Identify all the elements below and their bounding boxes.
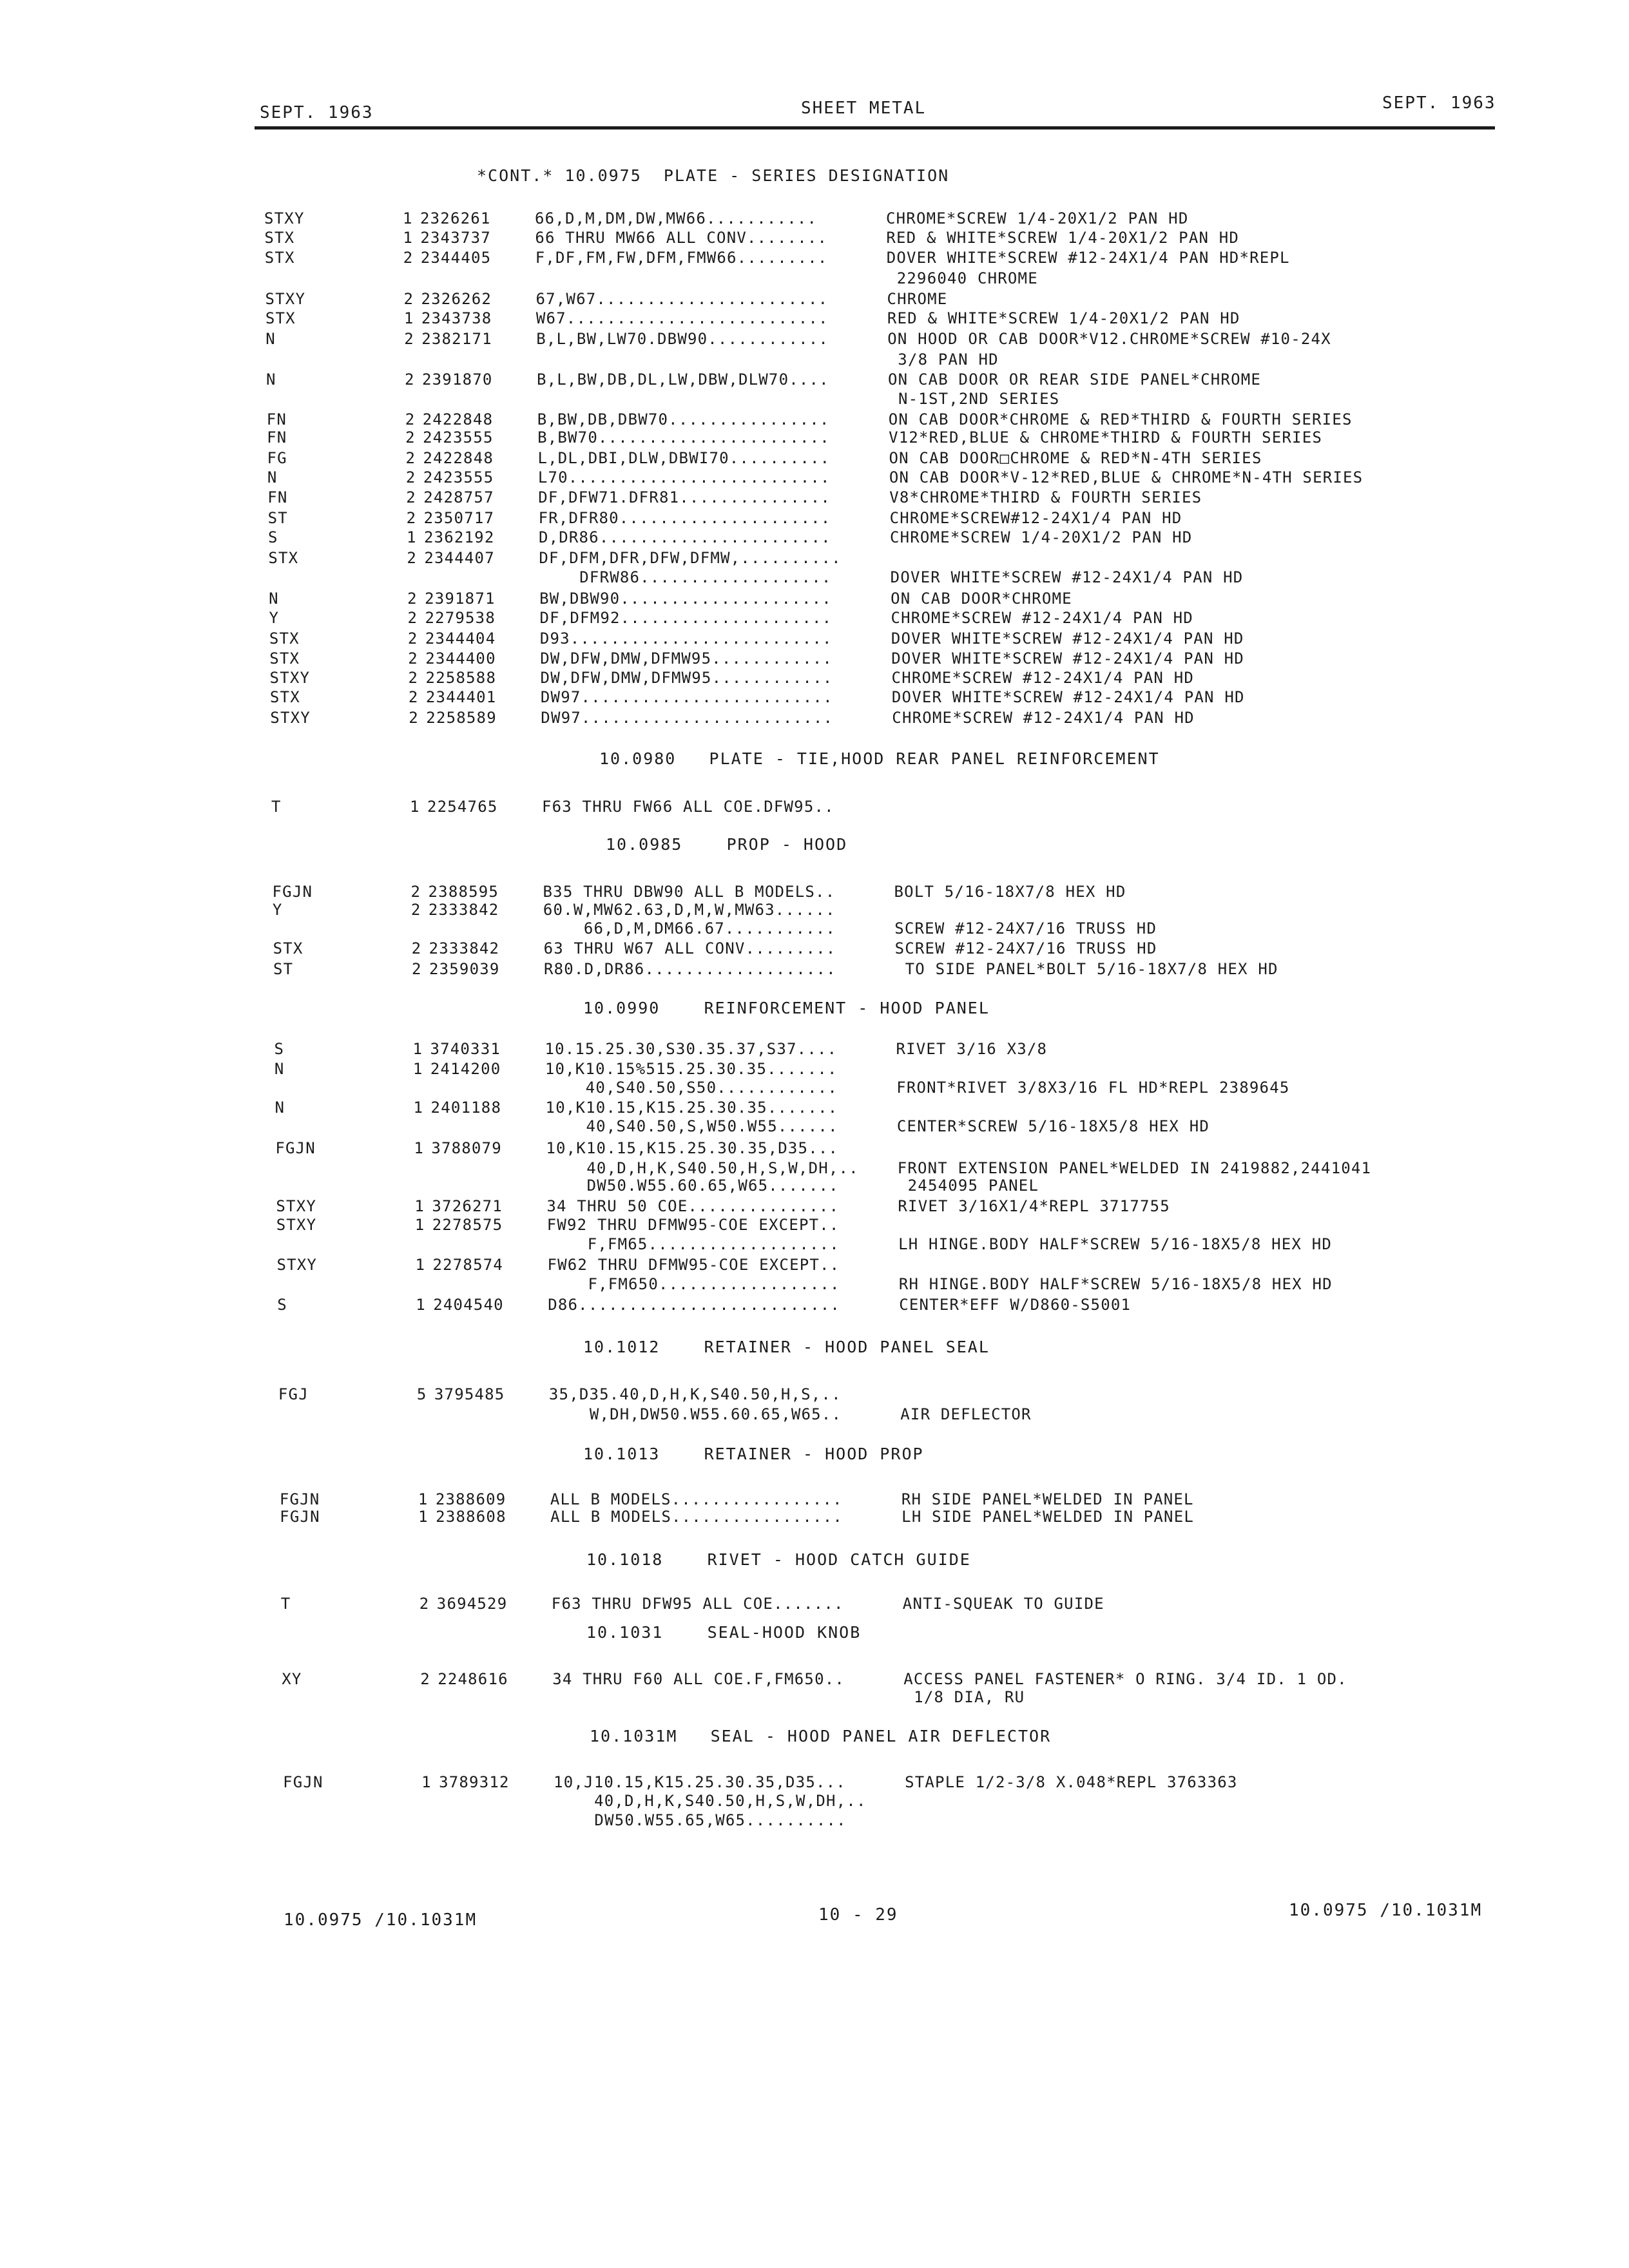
part-row xyxy=(267,428,1504,448)
part-quantity: 2 xyxy=(410,901,421,919)
part-description: RIVET 3/16 X3/8 xyxy=(896,1040,1048,1058)
part-description: LH HINGE.BODY HALF*SCREW 5/16-18X5/8 HEX HD xyxy=(898,1235,1333,1253)
part-code: N xyxy=(266,370,276,389)
part-application: DW50.W55.65,W65.......... xyxy=(554,1811,847,1829)
part-application: 66 THRU MW66 ALL CONV........ xyxy=(535,229,828,247)
part-application: 10,K10.15%515.25.30.35....... xyxy=(545,1060,838,1078)
part-application: FW62 THRU DFMW95-COE EXCEPT.. xyxy=(547,1256,840,1274)
part-description: CHROME*SCREW#12-24X1/4 PAN HD xyxy=(889,509,1182,527)
part-application: ALL B MODELS................. xyxy=(550,1490,843,1508)
part-row xyxy=(277,1296,1514,1315)
part-code: STXY xyxy=(264,209,305,227)
part-number: 2422848 xyxy=(422,410,494,428)
part-number: 3740331 xyxy=(430,1040,501,1058)
section-title: 10.0980 PLATE - TIE,HOOD REAR PANEL REINFORCEMENT xyxy=(599,749,1160,768)
part-description: RH SIDE PANEL*WELDED IN PANEL xyxy=(901,1490,1194,1508)
part-application: D86.......................... xyxy=(548,1296,841,1314)
part-row xyxy=(282,1688,1519,1707)
part-description: ON CAB DOOR OR REAR SIDE PANEL*CHROME xyxy=(888,370,1262,389)
part-number: 2359039 xyxy=(429,960,500,978)
part-application: DF,DFW71.DFR81............... xyxy=(538,488,831,506)
part-description: AIR DEFLECTOR xyxy=(900,1405,1032,1423)
part-description: SCREW #12-24X7/16 TRUSS HD xyxy=(894,919,1157,937)
part-row xyxy=(280,1508,1517,1527)
part-quantity: 2 xyxy=(406,488,416,506)
part-row xyxy=(267,468,1505,488)
part-description: ANTI-SQUEAK TO GUIDE xyxy=(902,1595,1104,1613)
part-row xyxy=(280,1490,1517,1510)
part-application: DW,DFW,DMW,DFMW95............ xyxy=(540,649,833,668)
part-application: DF,DFM,DFR,DFW,DFMW,.......... xyxy=(539,549,842,567)
part-quantity: 2 xyxy=(408,669,419,687)
part-description: CHROME*SCREW 1/4-20X1/2 PAN HD xyxy=(886,209,1189,227)
part-code: S xyxy=(277,1296,287,1314)
part-code: STX xyxy=(273,939,304,957)
part-code: STX xyxy=(264,249,295,267)
header-title: SHEET METAL xyxy=(801,99,927,118)
part-code: STX xyxy=(269,688,300,706)
part-quantity: 2 xyxy=(407,629,418,648)
part-code: S xyxy=(274,1040,285,1058)
part-number: 2388595 xyxy=(428,883,499,901)
part-row xyxy=(278,1385,1516,1405)
part-number: 2344405 xyxy=(420,249,492,267)
part-application: R80.D,DR86................... xyxy=(543,960,836,978)
part-row xyxy=(276,1256,1514,1275)
part-description: SCREW #12-24X7/16 TRUSS HD xyxy=(894,939,1157,957)
part-code: N xyxy=(267,468,278,486)
part-application: 34 THRU F60 ALL COE.F,FM650.. xyxy=(552,1670,845,1688)
part-application: 10,K10.15,K15.25.30.35,D35... xyxy=(546,1139,839,1157)
part-code: Y xyxy=(272,901,283,919)
part-code: N xyxy=(269,590,279,608)
part-quantity: 2 xyxy=(405,410,416,428)
part-code: STX xyxy=(268,549,299,567)
part-description: CHROME*SCREW 1/4-20X1/2 PAN HD xyxy=(889,528,1193,546)
part-number: 2388609 xyxy=(435,1490,506,1508)
part-code: FN xyxy=(267,428,287,447)
part-application: D93.......................... xyxy=(539,629,833,648)
part-quantity: 2 xyxy=(407,609,418,627)
part-row xyxy=(267,488,1505,508)
part-description: DOVER WHITE*SCREW #12-24X1/4 PAN HD xyxy=(891,688,1245,706)
part-row xyxy=(268,509,1505,528)
part-quantity: 2 xyxy=(411,960,422,978)
part-row xyxy=(264,209,1501,229)
part-code: STXY xyxy=(270,709,311,727)
section-title: 10.1031M SEAL - HOOD PANEL AIR DEFLECTOR xyxy=(590,1727,1052,1745)
part-application: DFRW86................... xyxy=(539,568,832,586)
part-number: 2391870 xyxy=(422,370,493,389)
part-quantity: 1 xyxy=(414,1139,424,1157)
part-quantity: 1 xyxy=(421,1773,432,1791)
part-number: 2423555 xyxy=(423,428,494,447)
part-number: 2404540 xyxy=(433,1296,504,1314)
part-application: D,DR86....................... xyxy=(538,528,831,546)
part-quantity: 1 xyxy=(414,1197,425,1215)
part-application: BW,DBW90..................... xyxy=(539,590,832,608)
part-code: STXY xyxy=(276,1216,317,1234)
part-number: 2391871 xyxy=(425,590,496,608)
part-description: 3/8 PAN HD xyxy=(887,351,999,369)
part-application: DW97......................... xyxy=(540,688,833,706)
part-code: FGJN xyxy=(272,883,313,901)
part-application: 66,D,M,DM,DW,MW66........... xyxy=(535,209,818,227)
part-quantity: 1 xyxy=(413,1099,424,1117)
part-code: Y xyxy=(269,609,280,627)
part-application: 40,S40.50,S50............ xyxy=(545,1079,838,1097)
part-description: CENTER*SCREW 5/16-18X5/8 HEX HD xyxy=(896,1117,1210,1135)
part-row xyxy=(264,229,1501,248)
part-application: L,DL,DBI,DLW,DBWI70.......... xyxy=(537,449,831,467)
part-application: B,BW,DB,DBW70................ xyxy=(537,410,830,428)
part-description: CENTER*EFF W/D860-S5001 xyxy=(899,1296,1132,1314)
part-application: 40,S40.50,S,W50.W55...... xyxy=(545,1117,838,1135)
part-code: STX xyxy=(269,629,300,648)
part-description: BOLT 5/16-18X7/8 HEX HD xyxy=(894,883,1126,901)
part-number: 2258588 xyxy=(425,669,497,687)
part-quantity: 2 xyxy=(406,509,417,527)
part-row xyxy=(265,290,1503,309)
part-row xyxy=(275,1117,1512,1137)
part-application: FW92 THRU DFMW95-COE EXCEPT.. xyxy=(546,1216,840,1234)
part-number: 2254765 xyxy=(427,798,498,816)
part-row xyxy=(276,1197,1513,1216)
part-description: V12*RED,BLUE & CHROME*THIRD & FOURTH SERIES xyxy=(889,428,1322,447)
part-application: 40,D,H,K,S40.50,H,S,W,DH,.. xyxy=(546,1159,859,1177)
part-quantity: 1 xyxy=(415,1256,426,1274)
part-number: 3788079 xyxy=(431,1139,502,1157)
part-description: DOVER WHITE*SCREW #12-24X1/4 PAN HD xyxy=(891,649,1244,668)
part-row xyxy=(265,309,1503,329)
part-row xyxy=(282,1670,1519,1689)
part-application: DF,DFM92..................... xyxy=(539,609,833,627)
part-quantity: 2 xyxy=(407,549,417,567)
part-code: STX xyxy=(265,309,296,327)
part-row xyxy=(265,249,1502,268)
part-application: DW,DFW,DMW,DFMW95............ xyxy=(540,669,833,687)
part-code: XY xyxy=(282,1670,302,1688)
part-description: V8*CHROME*THIRD & FOURTH SERIES xyxy=(889,488,1202,506)
part-number: 2326261 xyxy=(420,209,491,227)
part-quantity: 1 xyxy=(406,528,417,546)
part-row xyxy=(270,669,1507,688)
part-code: S xyxy=(267,528,278,546)
part-code: FGJN xyxy=(275,1139,316,1157)
part-row xyxy=(274,1040,1511,1059)
part-application: F63 THRU FW66 ALL COE.DFW95.. xyxy=(541,798,834,816)
part-number: 3795485 xyxy=(434,1385,505,1403)
part-description: LH SIDE PANEL*WELDED IN PANEL xyxy=(901,1508,1194,1526)
part-row xyxy=(275,1060,1512,1079)
part-code: N xyxy=(275,1099,285,1117)
part-application: B,BW70....................... xyxy=(537,428,830,447)
part-number: 2333842 xyxy=(428,901,499,919)
part-row xyxy=(277,1275,1514,1294)
part-row xyxy=(275,1139,1512,1158)
part-application: W,DH,DW50.W55.60.65,W65.. xyxy=(549,1405,842,1423)
part-quantity: 1 xyxy=(403,309,414,327)
part-description: N-1ST,2ND SERIES xyxy=(888,390,1060,408)
part-code: ST xyxy=(267,509,288,527)
part-quantity: 2 xyxy=(411,939,422,957)
part-description: DOVER WHITE*SCREW #12-24X1/4 PAN HD xyxy=(890,568,1244,586)
part-description: DOVER WHITE*SCREW #12-24X1/4 PAN HD*REPL xyxy=(886,249,1290,267)
part-number: 2248616 xyxy=(438,1670,508,1688)
part-number: 3694529 xyxy=(436,1595,508,1613)
part-number: 3726271 xyxy=(432,1197,503,1215)
part-quantity: 2 xyxy=(407,590,418,608)
part-number: 2414200 xyxy=(430,1060,501,1078)
part-code: STXY xyxy=(276,1197,316,1215)
part-quantity: 2 xyxy=(405,370,415,389)
part-application: W67.......................... xyxy=(535,309,829,327)
part-description: ON CAB DOOR*V-12*RED,BLUE & CHROME*N-4TH SERIES xyxy=(889,468,1364,486)
part-description: FRONT EXTENSION PANEL*WELDED IN 2419882,2441041 xyxy=(897,1159,1372,1177)
part-description: RED & WHITE*SCREW 1/4-20X1/2 PAN HD xyxy=(887,309,1240,327)
part-application: FR,DFR80..................... xyxy=(538,509,831,527)
part-row xyxy=(269,629,1507,649)
part-number: 2279538 xyxy=(425,609,496,627)
part-row xyxy=(268,549,1505,568)
part-row xyxy=(283,1773,1520,1792)
part-application: 34 THRU 50 COE............... xyxy=(546,1197,840,1215)
part-description: FRONT*RIVET 3/8X3/16 FL HD*REPL 2389645 xyxy=(896,1079,1290,1097)
part-quantity: 2 xyxy=(408,649,418,668)
part-description: CHROME*SCREW #12-24X1/4 PAN HD xyxy=(891,669,1195,687)
part-quantity: 5 xyxy=(416,1385,427,1403)
part-code: N xyxy=(274,1060,285,1078)
part-row xyxy=(276,1216,1514,1235)
part-application: B35 THRU DBW90 ALL B MODELS.. xyxy=(543,883,836,901)
part-description: RH HINGE.BODY HALF*SCREW 5/16-18X5/8 HEX HD xyxy=(898,1275,1333,1293)
part-number: 2333842 xyxy=(429,939,500,957)
part-quantity: 1 xyxy=(418,1490,429,1508)
part-application: ALL B MODELS................. xyxy=(550,1508,843,1526)
part-description: CHROME*SCREW #12-24X1/4 PAN HD xyxy=(892,709,1195,727)
part-row xyxy=(269,568,1506,588)
part-row xyxy=(276,1177,1513,1196)
part-application: 10,K10.15,K15.25.30.35....... xyxy=(545,1099,838,1117)
part-row xyxy=(269,609,1506,628)
section-title: 10.0990 REINFORCEMENT - HOOD PANEL xyxy=(583,999,990,1017)
part-row xyxy=(284,1811,1521,1831)
part-row xyxy=(265,269,1502,289)
part-row xyxy=(281,1595,1518,1614)
part-code: STXY xyxy=(276,1256,318,1274)
part-row xyxy=(275,1079,1512,1098)
part-quantity: 2 xyxy=(420,1670,430,1688)
part-application: 60.W,MW62.63,D,M,W,MW63...... xyxy=(543,901,836,919)
part-number: 2278574 xyxy=(432,1256,504,1274)
part-number: 2343738 xyxy=(421,309,492,327)
part-row xyxy=(271,798,1509,817)
part-description: RIVET 3/16X1/4*REPL 3717755 xyxy=(898,1197,1170,1215)
part-number: 2362192 xyxy=(423,528,495,546)
part-application: 10,J10.15,K15.25.30.35,D35... xyxy=(554,1773,846,1791)
part-quantity: 2 xyxy=(403,290,414,308)
part-description: 2296040 CHROME xyxy=(887,269,1038,287)
part-code: FGJ xyxy=(278,1385,309,1403)
part-code: ST xyxy=(273,960,294,978)
part-row xyxy=(278,1405,1516,1425)
part-number: 2344400 xyxy=(425,649,496,668)
part-number: 2382171 xyxy=(421,330,492,348)
part-number: 2350717 xyxy=(423,509,495,527)
part-number: 2423555 xyxy=(423,468,494,486)
part-quantity: 2 xyxy=(410,883,421,901)
part-row xyxy=(269,649,1507,669)
section-title: 10.1031 SEAL-HOOD KNOB xyxy=(586,1623,862,1642)
part-application: F63 THRU DFW95 ALL COE....... xyxy=(551,1595,844,1613)
part-application: 40,D,H,K,S40.50,H,S,W,DH,.. xyxy=(554,1792,867,1810)
part-description: CHROME*SCREW #12-24X1/4 PAN HD xyxy=(891,609,1193,627)
part-application: L70.......................... xyxy=(537,468,831,486)
footer-page-number: 10 - 29 xyxy=(818,1905,898,1925)
part-number: 2343737 xyxy=(420,229,491,247)
section-title: 10.1018 RIVET - HOOD CATCH GUIDE xyxy=(586,1550,971,1569)
part-row xyxy=(273,901,1510,920)
section-title: *CONT.* 10.0975 PLATE - SERIES DESIGNATION xyxy=(477,166,950,185)
part-row xyxy=(273,883,1510,902)
part-application: 10.15.25.30,S30.35.37,S37.... xyxy=(545,1040,838,1058)
part-code: STXY xyxy=(269,669,311,687)
part-row xyxy=(276,1159,1513,1178)
part-number: 2258589 xyxy=(426,709,497,727)
footer-range-left: 10.0975 /10.1031M xyxy=(284,1910,477,1930)
part-application: F,DF,FM,FW,DFM,FMW66......... xyxy=(535,249,828,267)
part-quantity: 1 xyxy=(403,209,413,227)
part-description: ON CAB DOOR□CHROME & RED*N-4TH SERIES xyxy=(889,449,1262,467)
part-application: F,FM65................... xyxy=(547,1235,840,1253)
part-quantity: 2 xyxy=(404,330,414,348)
part-code: STX xyxy=(269,649,300,668)
part-quantity: 1 xyxy=(414,1216,425,1234)
part-row xyxy=(267,449,1504,468)
header-date-left: SEPT. 1963 xyxy=(260,103,374,122)
part-code: FGJN xyxy=(279,1490,320,1508)
part-code: FGJN xyxy=(280,1508,320,1526)
part-application: 63 THRU W67 ALL CONV......... xyxy=(543,939,836,957)
part-row xyxy=(273,960,1510,979)
part-quantity: 2 xyxy=(419,1595,430,1613)
part-row xyxy=(269,590,1506,609)
part-quantity: 2 xyxy=(408,688,419,706)
part-quantity: 1 xyxy=(412,1040,423,1058)
part-code: STX xyxy=(264,229,295,247)
part-row xyxy=(265,330,1503,349)
part-quantity: 2 xyxy=(409,709,419,727)
part-row xyxy=(273,919,1510,939)
part-quantity: 2 xyxy=(405,468,416,486)
part-quantity: 1 xyxy=(403,229,414,247)
part-code: FG xyxy=(267,449,287,467)
part-number: 2344401 xyxy=(425,688,497,706)
part-number: 2428757 xyxy=(423,488,494,506)
part-row xyxy=(266,390,1503,409)
part-application: F,FM650.................. xyxy=(547,1275,840,1293)
part-number: 2401188 xyxy=(430,1099,502,1117)
part-code: T xyxy=(271,798,282,816)
part-description: 2454095 PANEL xyxy=(898,1177,1039,1195)
header-date-right: SEPT. 1963 xyxy=(1382,93,1496,113)
part-row xyxy=(270,709,1507,728)
part-application: B,L,BW,DB,DL,LW,DBW,DLW70.... xyxy=(537,370,829,389)
part-row xyxy=(267,410,1504,430)
header-rule xyxy=(255,126,1495,130)
part-row xyxy=(270,688,1507,707)
part-row xyxy=(275,1099,1512,1118)
part-code: FN xyxy=(267,488,288,506)
part-row xyxy=(266,370,1503,390)
part-application: B,L,BW,LW70.DBW90............ xyxy=(536,330,829,348)
part-description: ON CAB DOOR*CHROME & RED*THIRD & FOURTH SERIES xyxy=(888,410,1353,428)
part-description: STAPLE 1/2-3/8 X.048*REPL 3763363 xyxy=(905,1773,1238,1791)
part-quantity: 1 xyxy=(418,1508,429,1526)
part-quantity: 1 xyxy=(416,1296,426,1314)
part-row xyxy=(268,528,1505,548)
part-description: TO SIDE PANEL*BOLT 5/16-18X7/8 HEX HD xyxy=(894,960,1278,978)
part-number: 2326262 xyxy=(421,290,492,308)
part-number: 2344404 xyxy=(425,629,496,648)
part-description: CHROME xyxy=(887,290,948,308)
part-quantity: 1 xyxy=(412,1060,423,1078)
part-code: FGJN xyxy=(283,1773,323,1791)
part-row xyxy=(266,351,1503,370)
part-number: 2388608 xyxy=(436,1508,506,1526)
part-quantity: 2 xyxy=(403,249,414,267)
part-application: 35,D35.40,D,H,K,S40.50,H,S,.. xyxy=(548,1385,842,1403)
part-row xyxy=(283,1792,1520,1811)
part-application: DW97......................... xyxy=(541,709,834,727)
part-description: ON CAB DOOR*CHROME xyxy=(891,590,1072,608)
part-number: 3789312 xyxy=(439,1773,510,1791)
part-code: FN xyxy=(266,410,287,428)
part-code: N xyxy=(265,330,276,348)
part-application: 66,D,M,DM66.67........... xyxy=(543,919,836,937)
part-application: 67,W67....................... xyxy=(535,290,829,308)
part-description: ACCESS PANEL FASTENER* O RING. 3/4 ID. 1 OD. xyxy=(903,1670,1347,1688)
part-description: RED & WHITE*SCREW 1/4-20X1/2 PAN HD xyxy=(886,229,1240,247)
part-row xyxy=(273,939,1510,959)
section-title: 10.0985 PROP - HOOD xyxy=(606,835,848,854)
part-description: 1/8 DIA, RU xyxy=(903,1688,1025,1706)
part-code: STXY xyxy=(265,290,306,308)
part-row xyxy=(276,1235,1514,1254)
part-description: DOVER WHITE*SCREW #12-24X1/4 PAN HD xyxy=(891,629,1244,648)
footer-range-right: 10.0975 /10.1031M xyxy=(1289,1901,1483,1920)
part-number: 2422848 xyxy=(423,449,494,467)
part-quantity: 2 xyxy=(405,428,416,447)
part-number: 2344407 xyxy=(424,549,495,567)
part-code: T xyxy=(280,1595,291,1613)
part-description: ON HOOD OR CAB DOOR*V12.CHROME*SCREW #10-24X xyxy=(887,330,1331,348)
part-quantity: 1 xyxy=(409,798,420,816)
section-title: 10.1013 RETAINER - HOOD PROP xyxy=(583,1445,924,1463)
part-number: 2278575 xyxy=(432,1216,503,1234)
part-quantity: 2 xyxy=(405,449,416,467)
part-application: DW50.W55.60.65,W65....... xyxy=(546,1177,839,1195)
section-title: 10.1012 RETAINER - HOOD PANEL SEAL xyxy=(583,1338,990,1356)
